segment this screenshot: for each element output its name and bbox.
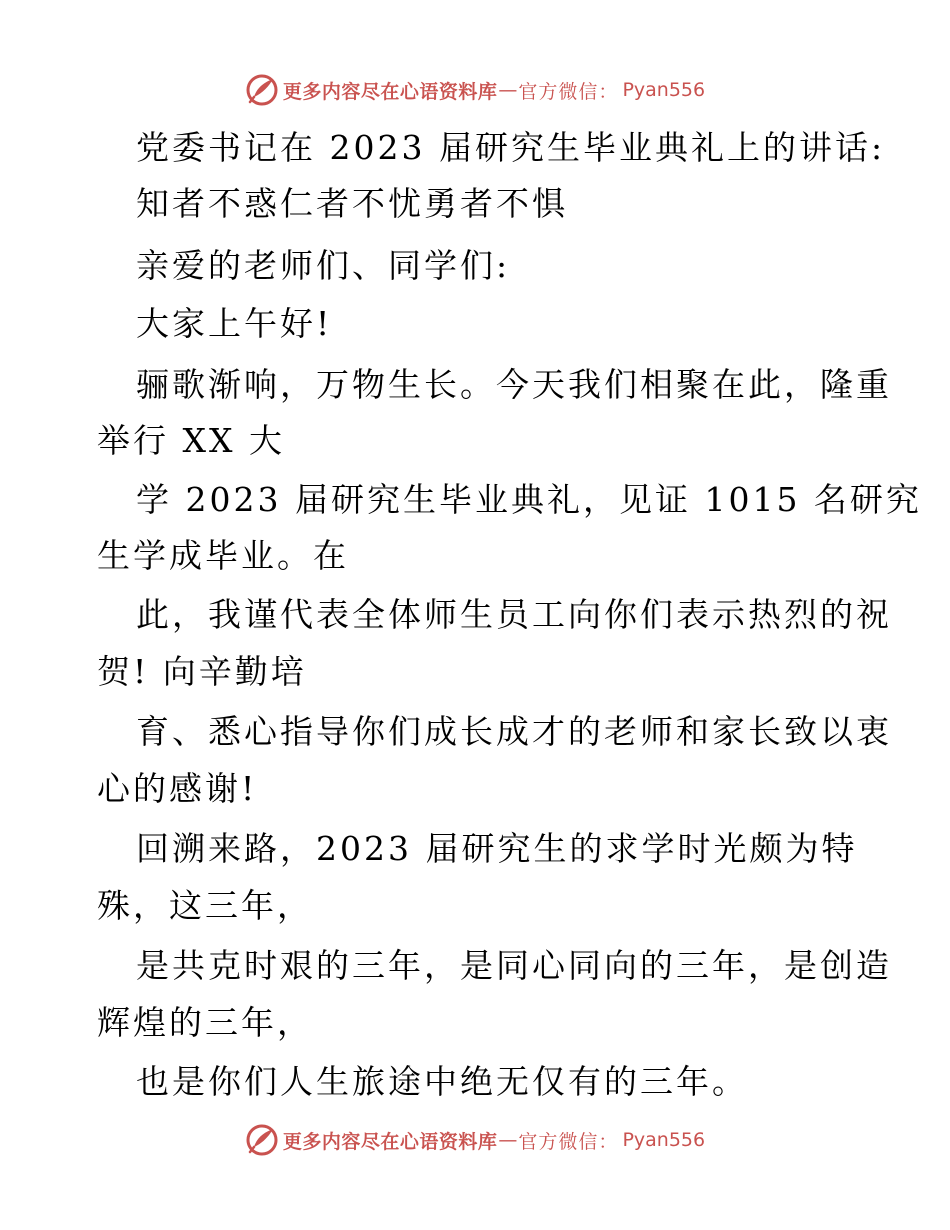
paragraph-line: 举行 XX 大 [97,421,285,460]
banner-separator: — [498,1129,518,1151]
leaf-pen-logo-icon [245,73,279,107]
banner-brand-text: 更多内容尽在心语资料库 [282,1130,498,1153]
paragraph-line: 骊歌渐响，万物生长。今天我们相聚在此，隆重 [136,365,892,404]
paragraph-line: 心的感谢! [97,769,258,808]
header-banner [0,70,950,110]
paragraph-line: 生学成毕业。在 [97,536,349,575]
banner-separator: — [498,79,518,101]
banner-wechat-label: 官方微信： [518,1130,619,1153]
salutation: 亲爱的老师们、同学们: [136,246,511,285]
document-subtitle: 知者不惑仁者不忧勇者不惧 [136,184,568,223]
banner-wechat-id: Pyan556 [622,79,706,101]
paragraph-line: 也是你们人生旅途中绝无仅有的三年。 [136,1062,748,1101]
banner-wechat-id: Pyan556 [622,1129,706,1151]
paragraph-line: 育、悉心指导你们成长成才的老师和家长致以衷 [136,712,892,751]
paragraph-line: 学 2023 届研究生毕业典礼，见证 1015 名研究 [136,480,922,519]
paragraph-line: 此，我谨代表全体师生员工向你们表示热烈的祝 [136,595,892,634]
greeting: 大家上午好! [136,304,333,343]
paragraph-line: 回溯来路，2023 届研究生的求学时光颇为特 [136,829,858,868]
banner-brand-text: 更多内容尽在心语资料库 [282,80,498,103]
paragraph-line: 殊，这三年， [97,886,313,925]
paragraph-line: 贺! 向辛勤培 [97,652,307,691]
footer-banner [0,1120,950,1160]
document-title: 党委书记在 2023 届研究生毕业典礼上的讲话: [136,128,886,167]
leaf-pen-logo-icon [245,1123,279,1157]
paragraph-line: 辉煌的三年， [97,1003,313,1042]
paragraph-line: 是共克时艰的三年，是同心同向的三年，是创造 [136,946,892,985]
banner-wechat-label: 官方微信： [518,80,619,103]
